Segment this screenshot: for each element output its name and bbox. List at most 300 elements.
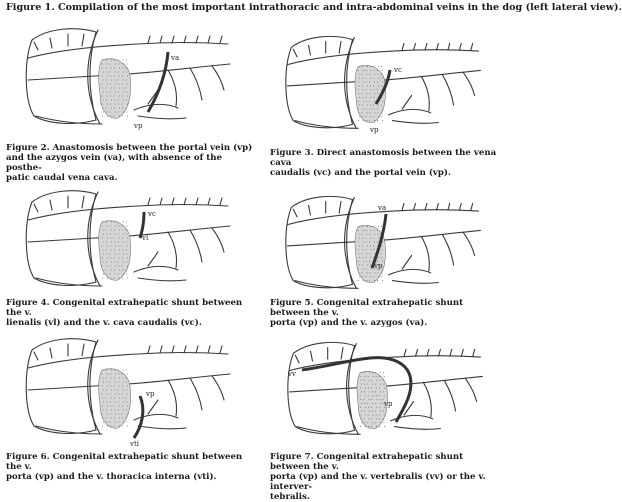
ventral-vein <box>36 426 102 434</box>
liver-stipple <box>127 76 128 77</box>
liver-stipple <box>106 382 107 383</box>
caption-line: Figure 6. Congenital extrahepatic shunt between the v. <box>6 452 243 472</box>
liver-stipple <box>375 272 376 273</box>
liver-stipple <box>381 253 382 254</box>
liver-stipple <box>383 380 384 381</box>
liver-stipple <box>378 276 379 277</box>
liver-stipple <box>106 242 107 243</box>
liver-stipple <box>374 249 375 250</box>
liver-stipple <box>378 226 379 227</box>
liver-stipple <box>358 82 359 83</box>
liver-stipple <box>365 116 366 117</box>
liver-stipple <box>110 382 111 383</box>
liver-stipple <box>363 261 364 262</box>
liver-stipple <box>359 105 360 106</box>
liver-stipple <box>362 105 363 106</box>
liver-stipple <box>102 238 103 239</box>
liver-stipple <box>358 101 359 102</box>
liver-stipple <box>110 406 111 407</box>
vein-diagram-fig3 <box>278 28 488 136</box>
liver-stipple <box>378 238 379 239</box>
liver-stipple <box>373 97 374 98</box>
liver-stipple <box>383 418 384 419</box>
liver-stipple <box>106 422 107 423</box>
liver-stipple <box>106 222 107 223</box>
liver-stipple <box>384 426 385 427</box>
liver-stipple <box>123 92 124 93</box>
liver-stipple <box>359 78 360 79</box>
liver-stipple <box>361 391 362 392</box>
liver-stipple <box>114 60 115 61</box>
liver-stipple <box>375 422 376 423</box>
liver-stipple <box>106 270 107 271</box>
liver-stipple <box>371 89 372 90</box>
liver-stipple <box>111 398 112 399</box>
liver-stipple <box>118 266 119 267</box>
liver-stipple <box>114 390 115 391</box>
liver-stipple <box>366 120 367 121</box>
liver-stipple <box>367 384 368 385</box>
liver-stipple <box>378 112 379 113</box>
liver-stipple <box>360 395 361 396</box>
liver-stipple <box>107 104 108 105</box>
liver-stipple <box>368 376 369 377</box>
liver-stipple <box>370 97 371 98</box>
liver-stipple <box>370 265 371 266</box>
liver-stipple <box>358 261 359 262</box>
liver-stipple <box>369 120 370 121</box>
liver-stipple <box>384 376 385 377</box>
cranial-branches <box>293 202 341 217</box>
cranial-branches <box>295 348 343 363</box>
liver-stipple <box>375 234 376 235</box>
liver-stipple <box>382 70 383 71</box>
liver-stipple <box>364 399 365 400</box>
liver-stipple <box>110 76 111 77</box>
caption-line: Figure 4. Congenital extrahepatic shunt between the v. <box>6 298 243 318</box>
ventral-vein <box>36 278 102 286</box>
liver-stipple <box>126 234 127 235</box>
portal-branches <box>134 252 186 281</box>
liver-stipple <box>110 278 111 279</box>
ventral-vein <box>297 427 360 435</box>
liver-stipple <box>373 78 374 79</box>
liver-stipple <box>111 262 112 263</box>
liver-stipple <box>377 82 378 83</box>
liver-stipple <box>110 238 111 239</box>
liver-stipple <box>119 386 120 387</box>
liver-stipple <box>365 407 366 408</box>
liver-stipple <box>118 72 119 73</box>
liver-stipple <box>119 96 120 97</box>
label-vp: vp <box>384 400 393 408</box>
liver-stipple <box>382 249 383 250</box>
liver-stipple <box>359 238 360 239</box>
liver-stipple <box>118 390 119 391</box>
liver-stipple <box>122 414 123 415</box>
diagram-panel-fig4 <box>18 182 238 294</box>
label-vv: vv <box>288 370 296 378</box>
liver-stipple <box>103 100 104 101</box>
liver-stipple <box>110 426 111 427</box>
liver-stipple <box>372 418 373 419</box>
liver-stipple <box>372 403 373 404</box>
liver-stipple <box>362 116 363 117</box>
liver-stipple <box>370 234 371 235</box>
liver-stipple <box>122 76 123 77</box>
liver-stipple <box>363 120 364 121</box>
liver-stipple <box>110 374 111 375</box>
liver-stipple <box>118 394 119 395</box>
liver-stipple <box>365 415 366 416</box>
liver-stipple <box>371 70 372 71</box>
liver-stipple <box>119 116 120 117</box>
liver-stipple <box>103 72 104 73</box>
liver-stipple <box>375 93 376 94</box>
liver-stipple <box>123 390 124 391</box>
caption-line: porta (vp) and the v. vertebralis (vv) or the v. interver- <box>270 472 486 492</box>
diagram-panel-fig5 <box>278 188 488 296</box>
liver-stipple <box>119 238 120 239</box>
liver-stipple <box>379 426 380 427</box>
ventral-vein <box>36 116 102 124</box>
liver-stipple <box>122 278 123 279</box>
liver-stipple <box>106 390 107 391</box>
liver-stipple <box>110 246 111 247</box>
liver-stipple <box>370 253 371 254</box>
liver-stipple <box>359 257 360 258</box>
liver-stipple <box>367 112 368 113</box>
liver-stipple <box>367 226 368 227</box>
liver-stipple <box>123 80 124 81</box>
liver-stipple <box>102 374 103 375</box>
liver-stipple <box>110 72 111 73</box>
liver-stipple <box>370 112 371 113</box>
diagram-panel-fig7 <box>280 334 490 442</box>
liver-stipple <box>377 109 378 110</box>
liver-stipple <box>106 72 107 73</box>
liver-stipple <box>380 411 381 412</box>
liver-stipple <box>373 376 374 377</box>
liver-stipple <box>102 418 103 419</box>
liver-stipple <box>369 411 370 412</box>
liver-stipple <box>361 411 362 412</box>
liver-stipple <box>111 242 112 243</box>
liver-stipple <box>380 399 381 400</box>
liver-stipple <box>122 246 123 247</box>
liver-stipple <box>370 245 371 246</box>
liver-stipple <box>118 112 119 113</box>
liver-stipple <box>122 64 123 65</box>
liver-stipple <box>366 261 367 262</box>
liver-stipple <box>358 230 359 231</box>
liver-stipple <box>127 426 128 427</box>
liver-stipple <box>126 60 127 61</box>
liver-stipple <box>114 418 115 419</box>
liver-stipple <box>110 414 111 415</box>
label-vp: vp <box>146 390 155 398</box>
liver-stipple <box>106 108 107 109</box>
liver-stipple <box>107 84 108 85</box>
liver-stipple <box>364 403 365 404</box>
liver-stipple <box>102 230 103 231</box>
liver-stipple <box>114 96 115 97</box>
liver-stipple <box>119 230 120 231</box>
liver-stipple <box>377 230 378 231</box>
shunt-vessel <box>148 52 168 112</box>
liver-stipple <box>369 261 370 262</box>
liver-stipple <box>365 395 366 396</box>
liver-stipple <box>115 402 116 403</box>
liver-stipple <box>126 68 127 69</box>
liver-stipple <box>110 266 111 267</box>
liver-stipple <box>367 85 368 86</box>
liver-stipple <box>380 418 381 419</box>
liver-stipple <box>102 406 103 407</box>
liver-stipple <box>102 108 103 109</box>
liver-stipple <box>106 418 107 419</box>
liver-stipple <box>375 411 376 412</box>
liver-stipple <box>364 422 365 423</box>
liver-stipple <box>115 234 116 235</box>
liver-stipple <box>110 394 111 395</box>
liver-stipple <box>369 418 370 419</box>
liver-stipple <box>122 108 123 109</box>
liver-stipple <box>123 382 124 383</box>
liver-stipple <box>123 262 124 263</box>
liver-stipple <box>107 246 108 247</box>
abdominal-branches <box>168 66 224 106</box>
liver-stipple <box>119 68 120 69</box>
liver-stipple <box>359 226 360 227</box>
liver-stipple <box>358 112 359 113</box>
liver-stipple <box>368 407 369 408</box>
liver-stipple <box>377 70 378 71</box>
liver-stipple <box>103 274 104 275</box>
liver-stipple <box>126 398 127 399</box>
diagram-panel-fig3 <box>278 28 488 136</box>
liver-stipple <box>378 93 379 94</box>
liver-stipple <box>122 258 123 259</box>
liver-stipple <box>368 415 369 416</box>
liver-stipple <box>375 112 376 113</box>
dorsal-vein <box>28 43 228 59</box>
dorsal-vein <box>28 353 228 369</box>
liver-stipple <box>367 422 368 423</box>
caption-line: and the azygos vein (va), with absence of the posthe- <box>6 153 222 173</box>
liver-stipple <box>372 422 373 423</box>
liver-stipple <box>383 391 384 392</box>
liver-stipple <box>123 234 124 235</box>
liver-stipple <box>115 112 116 113</box>
liver-stipple <box>118 422 119 423</box>
liver-stipple <box>122 84 123 85</box>
liver-stipple <box>123 242 124 243</box>
liver-stipple <box>373 276 374 277</box>
liver-stipple <box>114 108 115 109</box>
liver-stipple <box>114 378 115 379</box>
liver-stipple <box>111 370 112 371</box>
liver-stipple <box>115 382 116 383</box>
liver-stipple <box>370 226 371 227</box>
portal-branches <box>389 96 439 124</box>
liver-stipple <box>107 76 108 77</box>
liver-stipple <box>364 384 365 385</box>
liver-stipple <box>382 280 383 281</box>
liver-stipple <box>102 278 103 279</box>
liver-stipple <box>126 108 127 109</box>
liver-stipple <box>363 82 364 83</box>
liver-stipple <box>115 374 116 375</box>
liver-stipple <box>359 276 360 277</box>
liver-stipple <box>369 280 370 281</box>
liver-stipple <box>118 100 119 101</box>
liver-stipple <box>371 426 372 427</box>
liver-stipple <box>368 426 369 427</box>
liver-stipple <box>127 414 128 415</box>
liver-stipple <box>102 386 103 387</box>
liver-stipple <box>361 422 362 423</box>
liver-stipple <box>362 238 363 239</box>
liver-stipple <box>126 262 127 263</box>
label-va: va <box>171 54 180 62</box>
liver-stipple <box>115 414 116 415</box>
liver-stipple <box>111 270 112 271</box>
liver-stipple <box>110 422 111 423</box>
liver-stipple <box>370 238 371 239</box>
liver-stipple <box>359 265 360 266</box>
liver-stipple <box>111 100 112 101</box>
liver-stipple <box>378 85 379 86</box>
liver-stipple <box>375 74 376 75</box>
liver-stipple <box>381 66 382 67</box>
liver-stipple <box>379 376 380 377</box>
liver-stipple <box>378 74 379 75</box>
liver-stipple <box>123 274 124 275</box>
liver-stipple <box>364 380 365 381</box>
caption-fig5 <box>270 298 506 328</box>
liver-stipple <box>106 92 107 93</box>
liver-stipple <box>369 82 370 83</box>
liver-stipple <box>366 70 367 71</box>
liver-stipple <box>126 230 127 231</box>
liver-stipple <box>376 415 377 416</box>
liver-stipple <box>360 415 361 416</box>
liver-stipple <box>102 76 103 77</box>
liver-stipple <box>114 68 115 69</box>
cranial-branches <box>293 42 341 57</box>
liver-stipple <box>126 274 127 275</box>
liver-stipple <box>358 93 359 94</box>
liver-stipple <box>107 414 108 415</box>
liver-stipple <box>373 415 374 416</box>
liver-stipple <box>114 80 115 81</box>
liver-stipple <box>126 80 127 81</box>
liver-stipple <box>376 388 377 389</box>
liver-stipple <box>376 395 377 396</box>
liver-stipple <box>126 270 127 271</box>
liver-stipple <box>364 372 365 373</box>
liver-stipple <box>110 84 111 85</box>
liver-stipple <box>371 269 372 270</box>
liver-stipple <box>126 378 127 379</box>
liver-stipple <box>366 82 367 83</box>
liver-stipple <box>380 380 381 381</box>
liver-stipple <box>126 254 127 255</box>
liver-stipple <box>103 382 104 383</box>
liver-stipple <box>362 78 363 79</box>
liver-stipple <box>122 378 123 379</box>
vein-diagram-fig4 <box>18 182 238 294</box>
liver-stipple <box>366 109 367 110</box>
cranial-branches <box>34 344 84 360</box>
liver-stipple <box>107 374 108 375</box>
liver-stipple <box>126 390 127 391</box>
liver-stipple <box>362 85 363 86</box>
liver-stipple <box>367 253 368 254</box>
liver-stipple <box>376 407 377 408</box>
liver-stipple <box>127 104 128 105</box>
liver-stipple <box>118 92 119 93</box>
vein-diagram-fig7 <box>280 334 490 442</box>
liver-stipple <box>111 250 112 251</box>
liver-stipple <box>381 116 382 117</box>
liver-stipple <box>361 384 362 385</box>
label-vc: vc <box>394 66 402 74</box>
liver-stipple <box>118 410 119 411</box>
liver-stipple <box>358 253 359 254</box>
liver-stipple <box>366 101 367 102</box>
liver-stipple <box>110 254 111 255</box>
liver-stipple <box>370 74 371 75</box>
liver-stipple <box>123 72 124 73</box>
liver-stipple <box>115 84 116 85</box>
caption-fig4 <box>6 298 256 328</box>
liver-stipple <box>122 386 123 387</box>
liver-stipple <box>115 254 116 255</box>
liver-stipple <box>359 66 360 67</box>
liver-stipple <box>371 249 372 250</box>
liver-stipple <box>126 92 127 93</box>
liver-stipple <box>107 96 108 97</box>
liver-stipple <box>111 68 112 69</box>
liver-stipple <box>122 116 123 117</box>
liver-stipple <box>102 270 103 271</box>
liver-stipple <box>111 410 112 411</box>
liver-stipple <box>126 222 127 223</box>
liver-stipple <box>123 112 124 113</box>
liver-stipple <box>122 88 123 89</box>
liver-stipple <box>115 394 116 395</box>
liver-stipple <box>369 380 370 381</box>
liver-stipple <box>362 272 363 273</box>
liver-stipple <box>119 398 120 399</box>
liver-stipple <box>123 100 124 101</box>
liver-stipple <box>376 376 377 377</box>
liver-stipple <box>118 254 119 255</box>
liver-stipple <box>103 112 104 113</box>
liver-stipple <box>114 222 115 223</box>
vein-diagram-fig5 <box>278 188 488 296</box>
liver-stipple <box>102 250 103 251</box>
portal-branches <box>389 256 439 284</box>
liver-stipple <box>384 395 385 396</box>
caption-line: porta (vp) and the v. azygos (va). <box>270 318 428 328</box>
liver-stipple <box>106 80 107 81</box>
liver-stipple <box>107 116 108 117</box>
liver-stipple <box>364 411 365 412</box>
vein-diagram-fig1 <box>18 20 238 132</box>
